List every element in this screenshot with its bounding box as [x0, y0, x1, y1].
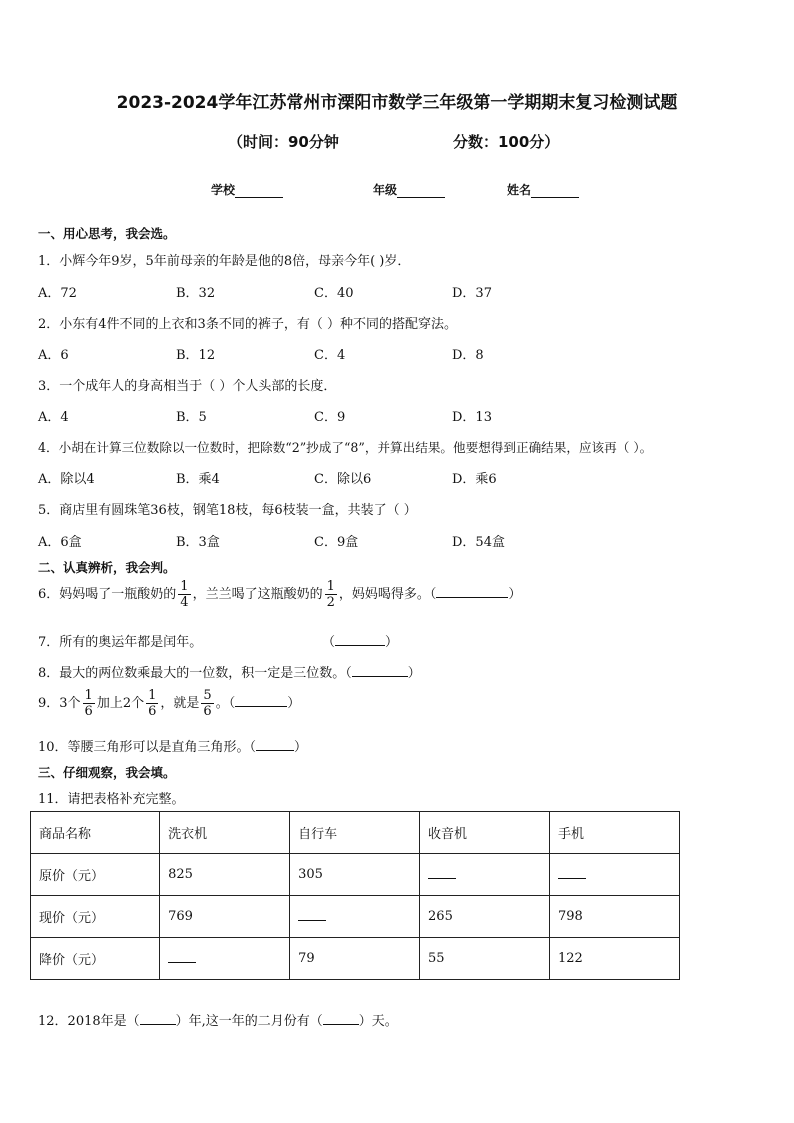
q5-option-b[interactable]: B．3盒 — [176, 535, 220, 550]
frac-denominator: 6 — [203, 704, 212, 719]
q3-option-b[interactable]: B．5 — [176, 410, 207, 425]
fraction-five-sixths — [201, 688, 213, 719]
table-row — [31, 854, 680, 896]
fraction-one-half — [325, 579, 337, 610]
fraction-one-sixth — [83, 688, 95, 719]
q12-days-blank[interactable] — [323, 1012, 359, 1025]
frac-numerator: 1 — [84, 688, 93, 703]
question-1: 1．小辉今年9岁，5年前母亲的年龄是他的8倍，母亲今年( )岁． — [38, 254, 411, 269]
q9-text-e: ） — [287, 696, 301, 711]
q5-option-a[interactable]: A．6盒 — [38, 535, 82, 550]
q6-text-c: ，妈妈喝得多。（ — [338, 587, 437, 602]
table-cell: 798 — [550, 896, 680, 938]
table-row — [31, 938, 680, 980]
q2-option-c[interactable]: C．4 — [314, 348, 346, 363]
exam-time: （时间：90分钟 — [228, 133, 339, 151]
frac-numerator: 1 — [180, 579, 189, 594]
q1-option-c[interactable]: C．40 — [314, 286, 354, 301]
name-field[interactable] — [507, 181, 579, 198]
table-header-cell: 自行车 — [290, 812, 420, 854]
grade-label: 年级 — [373, 183, 398, 197]
q1-option-a[interactable]: A．72 — [38, 286, 77, 301]
q2-option-b[interactable]: B．12 — [176, 348, 216, 363]
q9-text-a: 9．3个 — [38, 696, 81, 711]
q7-answer-blank[interactable] — [335, 633, 385, 646]
q2-option-d[interactable]: D．8 — [452, 348, 484, 363]
q12-text-b: ）年,这一年的二月份有（ — [175, 1014, 323, 1029]
q12-text-a: 12．2018年是（ — [38, 1014, 140, 1029]
table-row-label: 降价（元） — [31, 938, 160, 980]
table-cell: 769 — [160, 896, 290, 938]
q12-text-c: ）天。 — [358, 1014, 398, 1029]
school-field[interactable] — [211, 181, 283, 198]
table-cell-blank[interactable] — [420, 854, 550, 896]
table-header-cell: 收音机 — [420, 812, 550, 854]
table-row-label: 原价（元） — [31, 854, 160, 896]
name-label: 姓名 — [507, 183, 532, 197]
q3-option-d[interactable]: D．13 — [452, 410, 492, 425]
question-9 — [38, 688, 300, 719]
q10-answer-blank[interactable] — [256, 738, 294, 751]
q7-text-a: 7．所有的奥运年都是闰年。 — [38, 635, 203, 650]
table-cell: 55 — [420, 938, 550, 980]
name-blank[interactable] — [531, 184, 579, 198]
section-heading-2: 二、认真辨析，我会判。 — [38, 560, 176, 575]
q10-text-b: ） — [294, 740, 308, 755]
fraction-one-sixth — [146, 688, 158, 719]
frac-denominator: 6 — [84, 704, 93, 719]
question-2: 2．小东有4件不同的上衣和3条不同的裤子，有（ ）种不同的搭配穿法。 — [38, 317, 457, 332]
table-row — [31, 896, 680, 938]
q8-text-b: ） — [407, 666, 421, 681]
question-11: 11．请把表格补充完整。 — [38, 792, 185, 807]
table-cell-blank[interactable] — [550, 854, 680, 896]
question-4: 4．小胡在计算三位数除以一位数时，把除数“2”抄成了“8”，并算出结果。他要想得到正确结果，应该再（ ）。 — [38, 440, 653, 455]
question-10 — [38, 736, 307, 755]
q7-answer — [322, 631, 398, 650]
table-header-cell: 手机 — [550, 812, 680, 854]
q4-option-c[interactable]: C．除以6 — [314, 472, 372, 487]
table-header-cell: 商品名称 — [31, 812, 160, 854]
question-6 — [38, 579, 521, 610]
table-header-row — [31, 812, 680, 854]
q1-option-b[interactable]: B．32 — [176, 286, 216, 301]
frac-numerator: 5 — [203, 688, 212, 703]
table-cell-blank[interactable] — [160, 938, 290, 980]
q1-option-d[interactable]: D．37 — [452, 286, 492, 301]
question-5: 5．商店里有圆珠笔36枝，钢笔18枝，每6枝装一盒，共装了（ ） — [38, 503, 417, 518]
q4-option-b[interactable]: B．乘4 — [176, 472, 220, 487]
q9-answer-blank[interactable] — [235, 694, 287, 707]
q6-answer-blank[interactable] — [436, 585, 508, 598]
q4-option-a[interactable]: A．除以4 — [38, 472, 95, 487]
table-cell: 305 — [290, 854, 420, 896]
answer-blank[interactable] — [168, 950, 196, 963]
school-label: 学校 — [211, 183, 236, 197]
q2-option-a[interactable]: A．6 — [38, 348, 69, 363]
grade-blank[interactable] — [397, 184, 445, 198]
q7-text-c: ） — [385, 635, 399, 650]
question-12 — [38, 1010, 398, 1029]
q8-text-a: 8．最大的两位数乘最大的一位数，积一定是三位数。（ — [38, 666, 352, 681]
frac-numerator: 1 — [326, 579, 335, 594]
fraction-one-quarter — [178, 579, 190, 610]
table-cell: 122 — [550, 938, 680, 980]
section-heading-3: 三、仔细观察，我会填。 — [38, 765, 176, 780]
school-blank[interactable] — [235, 184, 283, 198]
q8-answer-blank[interactable] — [352, 664, 408, 677]
table-row-label: 现价（元） — [31, 896, 160, 938]
q6-text-d: ） — [508, 587, 522, 602]
q6-text-b: ，兰兰喝了这瓶酸奶的 — [192, 587, 323, 602]
q5-option-d[interactable]: D．54盒 — [452, 535, 505, 550]
q6-text-a: 6．妈妈喝了一瓶酸奶的 — [38, 587, 177, 602]
grade-field[interactable] — [373, 181, 445, 198]
table-cell: 265 — [420, 896, 550, 938]
frac-denominator: 4 — [180, 595, 189, 610]
question-7 — [38, 631, 202, 650]
section-heading-1: 一、用心思考，我会选。 — [38, 226, 176, 241]
q4-option-d[interactable]: D．乘6 — [452, 472, 497, 487]
frac-numerator: 1 — [148, 688, 157, 703]
table-header-cell: 洗衣机 — [160, 812, 290, 854]
q3-option-c[interactable]: C．9 — [314, 410, 346, 425]
q7-text-b: （ — [322, 635, 336, 650]
exam-title: 2023-2024学年江苏常州市溧阳市数学三年级第一学期期末复习检测试题 — [116, 93, 678, 113]
exam-score: 分数：100分） — [453, 133, 560, 151]
q5-option-c[interactable]: C．9盒 — [314, 535, 359, 550]
q9-text-b: 加上2个 — [96, 696, 145, 711]
question-3: 3．一个成年人的身高相当于（ ）个人头部的长度． — [38, 379, 337, 394]
q12-year-blank[interactable] — [140, 1012, 176, 1025]
price-table — [30, 811, 680, 980]
question-8 — [38, 662, 421, 681]
table-cell: 825 — [160, 854, 290, 896]
answer-blank[interactable] — [298, 908, 326, 921]
frac-denominator: 6 — [148, 704, 157, 719]
q10-text-a: 10．等腰三角形可以是直角三角形。（ — [38, 740, 257, 755]
q9-text-d: 。（ — [215, 696, 236, 711]
answer-blank[interactable] — [558, 866, 586, 879]
answer-blank[interactable] — [428, 866, 456, 879]
table-cell: 79 — [290, 938, 420, 980]
q3-option-a[interactable]: A．4 — [38, 410, 69, 425]
frac-denominator: 2 — [326, 595, 335, 610]
q9-text-c: ，就是 — [160, 696, 200, 711]
table-cell-blank[interactable] — [290, 896, 420, 938]
